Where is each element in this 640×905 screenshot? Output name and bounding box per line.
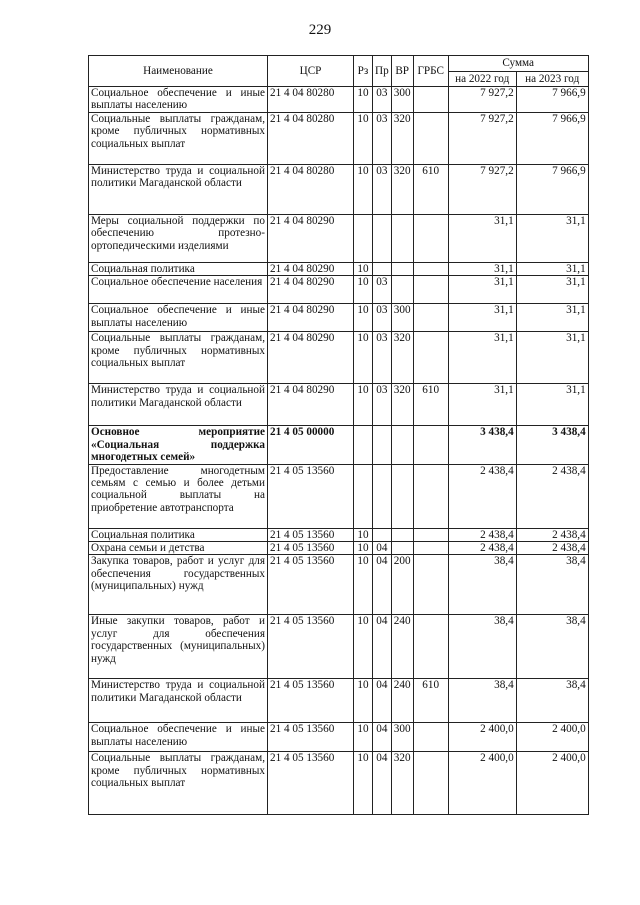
row-csr-cell: 21 4 05 13560 bbox=[268, 528, 354, 541]
row-rz-cell: 10 bbox=[354, 113, 373, 165]
row-vr-cell bbox=[391, 426, 413, 464]
table-row bbox=[89, 426, 589, 464]
row-grbs-cell bbox=[413, 542, 448, 555]
row-rz-cell: 10 bbox=[354, 87, 373, 113]
row-name-cell: Социальное обеспечение и иные выплаты населению bbox=[89, 87, 268, 113]
row-sum-2022-cell: 2 438,4 bbox=[448, 464, 516, 528]
row-csr-cell: 21 4 05 13560 bbox=[268, 542, 354, 555]
row-rz-cell: 10 bbox=[354, 165, 373, 215]
row-pr-cell bbox=[373, 426, 392, 464]
row-csr-cell: 21 4 04 80280 bbox=[268, 87, 354, 113]
row-pr-cell bbox=[373, 528, 392, 541]
row-pr-cell: 04 bbox=[373, 615, 392, 679]
row-rz-cell: 10 bbox=[354, 752, 373, 815]
row-pr-cell: 03 bbox=[373, 165, 392, 215]
row-sum-2023-cell: 7 966,9 bbox=[516, 113, 588, 165]
row-grbs-cell bbox=[413, 113, 448, 165]
row-name-cell: Социальная политика bbox=[89, 263, 268, 276]
row-sum-2022-cell: 31,1 bbox=[448, 263, 516, 276]
row-sum-2023-cell: 7 966,9 bbox=[516, 87, 588, 113]
row-sum-2022-cell: 31,1 bbox=[448, 276, 516, 304]
table-row bbox=[89, 679, 589, 723]
row-sum-2022-cell: 7 927,2 bbox=[448, 113, 516, 165]
row-pr-cell: 03 bbox=[373, 87, 392, 113]
row-sum-2023-cell: 3 438,4 bbox=[516, 426, 588, 464]
row-grbs-cell bbox=[413, 752, 448, 815]
row-pr-cell: 04 bbox=[373, 542, 392, 555]
table-row bbox=[89, 332, 589, 384]
row-vr-cell bbox=[391, 276, 413, 304]
row-grbs-cell bbox=[413, 263, 448, 276]
row-rz-cell: 10 bbox=[354, 723, 373, 752]
row-rz-cell: 10 bbox=[354, 384, 373, 426]
row-pr-cell: 03 bbox=[373, 332, 392, 384]
row-csr-cell: 21 4 04 80280 bbox=[268, 113, 354, 165]
table-row bbox=[89, 723, 589, 752]
header-sum: Сумма bbox=[448, 56, 588, 72]
row-sum-2022-cell: 31,1 bbox=[448, 384, 516, 426]
row-sum-2022-cell: 2 400,0 bbox=[448, 752, 516, 815]
row-pr-cell: 03 bbox=[373, 384, 392, 426]
row-pr-cell bbox=[373, 215, 392, 263]
row-pr-cell: 03 bbox=[373, 304, 392, 332]
row-rz-cell: 10 bbox=[354, 304, 373, 332]
row-pr-cell: 04 bbox=[373, 679, 392, 723]
row-sum-2023-cell: 2 438,4 bbox=[516, 542, 588, 555]
table-row bbox=[89, 542, 589, 555]
row-csr-cell: 21 4 05 13560 bbox=[268, 752, 354, 815]
row-grbs-cell bbox=[413, 615, 448, 679]
row-sum-2023-cell: 2 438,4 bbox=[516, 464, 588, 528]
table-row bbox=[89, 615, 589, 679]
table-row bbox=[89, 113, 589, 165]
row-name-cell: Иные закупки товаров, работ и услуг для обеспечения государственных (муниципальных) нужд bbox=[89, 615, 268, 679]
row-sum-2022-cell: 31,1 bbox=[448, 332, 516, 384]
row-sum-2022-cell: 2 438,4 bbox=[448, 528, 516, 541]
row-sum-2023-cell: 38,4 bbox=[516, 555, 588, 615]
row-name-cell: Социальное обеспечение и иные выплаты населению bbox=[89, 723, 268, 752]
row-csr-cell: 21 4 04 80290 bbox=[268, 384, 354, 426]
table-row bbox=[89, 87, 589, 113]
row-sum-2022-cell: 31,1 bbox=[448, 215, 516, 263]
row-vr-cell: 320 bbox=[391, 113, 413, 165]
header-pr: Пр bbox=[373, 56, 392, 87]
row-csr-cell: 21 4 04 80290 bbox=[268, 276, 354, 304]
row-vr-cell: 320 bbox=[391, 384, 413, 426]
row-grbs-cell bbox=[413, 332, 448, 384]
row-name-cell: Социальное обеспечение и иные выплаты населению bbox=[89, 304, 268, 332]
row-pr-cell bbox=[373, 464, 392, 528]
row-vr-cell: 200 bbox=[391, 555, 413, 615]
row-sum-2022-cell: 7 927,2 bbox=[448, 165, 516, 215]
row-sum-2022-cell: 38,4 bbox=[448, 555, 516, 615]
row-grbs-cell bbox=[413, 464, 448, 528]
row-csr-cell: 21 4 05 13560 bbox=[268, 615, 354, 679]
row-rz-cell: 10 bbox=[354, 555, 373, 615]
row-name-cell: Министерство труда и социальной политики Магаданской области bbox=[89, 384, 268, 426]
row-rz-cell: 10 bbox=[354, 615, 373, 679]
table-row bbox=[89, 555, 589, 615]
row-vr-cell bbox=[391, 542, 413, 555]
table-row bbox=[89, 384, 589, 426]
row-sum-2023-cell: 7 966,9 bbox=[516, 165, 588, 215]
row-name-cell: Социальное обеспечение населения bbox=[89, 276, 268, 304]
row-name-cell: Основное мероприятие «Социальная поддержка многодетных семей» bbox=[89, 426, 268, 464]
row-vr-cell: 320 bbox=[391, 332, 413, 384]
row-grbs-cell: 610 bbox=[413, 679, 448, 723]
row-name-cell: Социальные выплаты гражданам, кроме публичных нормативных социальных выплат bbox=[89, 752, 268, 815]
row-vr-cell: 240 bbox=[391, 615, 413, 679]
row-csr-cell: 21 4 04 80290 bbox=[268, 215, 354, 263]
row-sum-2022-cell: 38,4 bbox=[448, 615, 516, 679]
table-row bbox=[89, 304, 589, 332]
row-name-cell: Социальная политика bbox=[89, 528, 268, 541]
row-grbs-cell bbox=[413, 426, 448, 464]
row-vr-cell: 300 bbox=[391, 723, 413, 752]
row-grbs-cell bbox=[413, 215, 448, 263]
row-grbs-cell bbox=[413, 87, 448, 113]
row-vr-cell: 240 bbox=[391, 679, 413, 723]
page-number: 229 bbox=[308, 22, 332, 38]
row-sum-2022-cell: 2 438,4 bbox=[448, 542, 516, 555]
row-sum-2023-cell: 38,4 bbox=[516, 679, 588, 723]
row-sum-2023-cell: 31,1 bbox=[516, 263, 588, 276]
row-rz-cell: 10 bbox=[354, 276, 373, 304]
header-vr: ВР bbox=[391, 56, 413, 87]
row-pr-cell: 04 bbox=[373, 723, 392, 752]
row-rz-cell bbox=[354, 426, 373, 464]
row-sum-2023-cell: 2 438,4 bbox=[516, 528, 588, 541]
row-sum-2022-cell: 38,4 bbox=[448, 679, 516, 723]
row-csr-cell: 21 4 05 13560 bbox=[268, 464, 354, 528]
row-sum-2023-cell: 31,1 bbox=[516, 215, 588, 263]
row-name-cell: Охрана семьи и детства bbox=[89, 542, 268, 555]
row-name-cell: Министерство труда и социальной политики Магаданской области bbox=[89, 679, 268, 723]
row-rz-cell: 10 bbox=[354, 679, 373, 723]
row-rz-cell bbox=[354, 464, 373, 528]
row-vr-cell bbox=[391, 528, 413, 541]
row-csr-cell: 21 4 05 00000 bbox=[268, 426, 354, 464]
row-pr-cell: 03 bbox=[373, 276, 392, 304]
row-name-cell: Закупка товаров, работ и услуг для обеспечения государственных (муниципальных) нужд bbox=[89, 555, 268, 615]
row-sum-2023-cell: 31,1 bbox=[516, 304, 588, 332]
header-rz: Рз bbox=[354, 56, 373, 87]
table-body bbox=[89, 87, 589, 815]
row-vr-cell bbox=[391, 464, 413, 528]
row-grbs-cell bbox=[413, 276, 448, 304]
header-2022: на 2022 год bbox=[448, 72, 516, 87]
row-rz-cell: 10 bbox=[354, 332, 373, 384]
table-row bbox=[89, 263, 589, 276]
row-sum-2022-cell: 31,1 bbox=[448, 304, 516, 332]
table-row bbox=[89, 752, 589, 815]
row-sum-2023-cell: 2 400,0 bbox=[516, 723, 588, 752]
row-csr-cell: 21 4 04 80290 bbox=[268, 332, 354, 384]
row-grbs-cell: 610 bbox=[413, 165, 448, 215]
header-csr: ЦСР bbox=[268, 56, 354, 87]
row-csr-cell: 21 4 05 13560 bbox=[268, 723, 354, 752]
row-csr-cell: 21 4 05 13560 bbox=[268, 555, 354, 615]
row-sum-2023-cell: 31,1 bbox=[516, 276, 588, 304]
row-name-cell: Министерство труда и социальной политики Магаданской области bbox=[89, 165, 268, 215]
row-sum-2022-cell: 3 438,4 bbox=[448, 426, 516, 464]
row-rz-cell bbox=[354, 215, 373, 263]
row-rz-cell: 10 bbox=[354, 542, 373, 555]
row-grbs-cell bbox=[413, 304, 448, 332]
row-pr-cell: 03 bbox=[373, 113, 392, 165]
row-csr-cell: 21 4 04 80290 bbox=[268, 263, 354, 276]
row-csr-cell: 21 4 05 13560 bbox=[268, 679, 354, 723]
row-sum-2022-cell: 7 927,2 bbox=[448, 87, 516, 113]
row-sum-2023-cell: 31,1 bbox=[516, 332, 588, 384]
row-rz-cell: 10 bbox=[354, 528, 373, 541]
header-grbs: ГРБС bbox=[413, 56, 448, 87]
row-csr-cell: 21 4 04 80290 bbox=[268, 304, 354, 332]
row-name-cell: Социальные выплаты гражданам, кроме публичных нормативных социальных выплат bbox=[89, 332, 268, 384]
row-pr-cell: 04 bbox=[373, 555, 392, 615]
row-vr-cell: 300 bbox=[391, 87, 413, 113]
budget-table bbox=[88, 55, 589, 815]
row-grbs-cell bbox=[413, 555, 448, 615]
table-row bbox=[89, 165, 589, 215]
row-name-cell: Меры социальной поддержки по обеспечению протезно-ортопедическими изделиями bbox=[89, 215, 268, 263]
table-row bbox=[89, 528, 589, 541]
row-pr-cell bbox=[373, 263, 392, 276]
row-sum-2023-cell: 31,1 bbox=[516, 384, 588, 426]
header-name: Наименование bbox=[89, 56, 268, 87]
row-name-cell: Социальные выплаты гражданам, кроме публичных нормативных социальных выплат bbox=[89, 113, 268, 165]
row-sum-2023-cell: 2 400,0 bbox=[516, 752, 588, 815]
table-row bbox=[89, 215, 589, 263]
header-2023: на 2023 год bbox=[516, 72, 588, 87]
row-grbs-cell: 610 bbox=[413, 384, 448, 426]
row-rz-cell: 10 bbox=[354, 263, 373, 276]
row-csr-cell: 21 4 04 80280 bbox=[268, 165, 354, 215]
row-sum-2023-cell: 38,4 bbox=[516, 615, 588, 679]
row-vr-cell: 320 bbox=[391, 752, 413, 815]
row-grbs-cell bbox=[413, 528, 448, 541]
row-vr-cell: 300 bbox=[391, 304, 413, 332]
table-row bbox=[89, 464, 589, 528]
row-vr-cell bbox=[391, 215, 413, 263]
row-sum-2022-cell: 2 400,0 bbox=[448, 723, 516, 752]
table-row bbox=[89, 276, 589, 304]
row-name-cell: Предоставление многодетным семьям с семью и более детьми социальной выплаты на приобретение автотранспорта bbox=[89, 464, 268, 528]
row-pr-cell: 04 bbox=[373, 752, 392, 815]
row-vr-cell: 320 bbox=[391, 165, 413, 215]
row-grbs-cell bbox=[413, 723, 448, 752]
row-vr-cell bbox=[391, 263, 413, 276]
